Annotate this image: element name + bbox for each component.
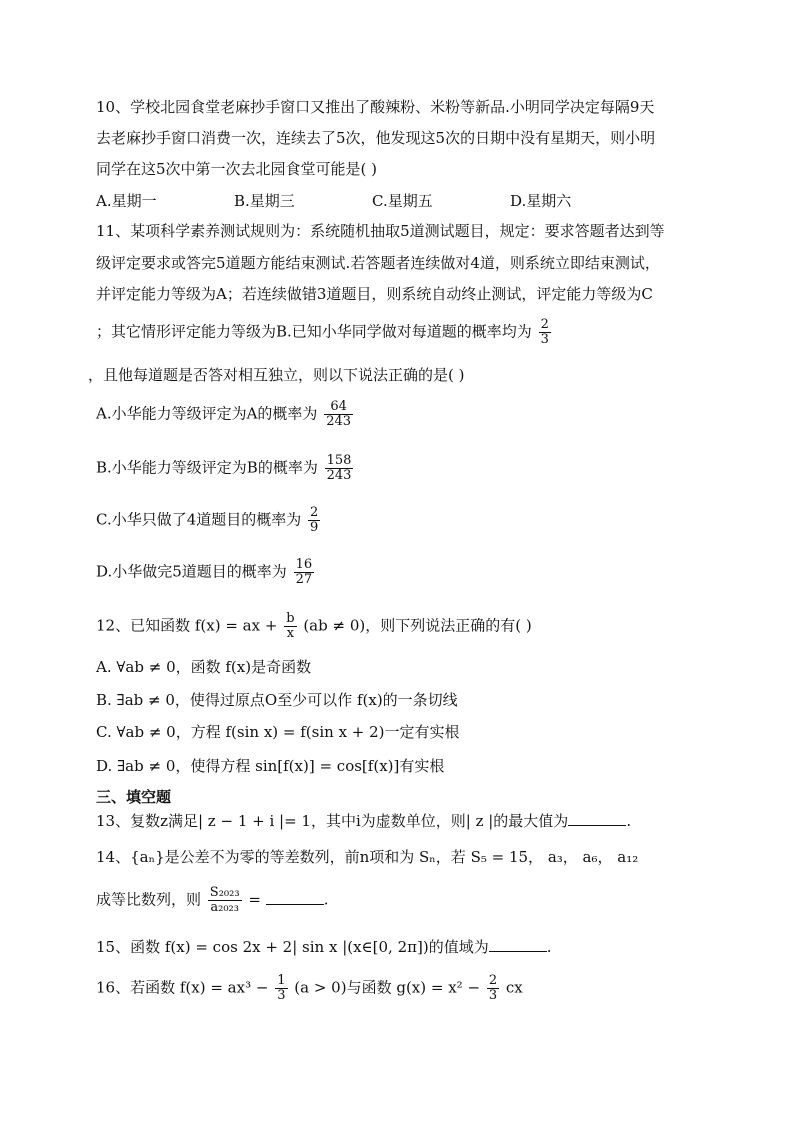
fraction-numerator: S₂₀₂₃ — [209, 885, 240, 900]
section-heading: 三、填空题 — [96, 788, 172, 806]
q16-line — [96, 974, 523, 1003]
fraction-numerator: 64 — [330, 399, 347, 414]
option-fraction — [294, 558, 315, 587]
fraction-denominator: 3 — [488, 988, 498, 1003]
q16-post: cx — [505, 978, 523, 997]
q12-option-c: C. ∀ab ≠ 0，方程 f(sin x) = f(sin x + 2)一定有实根 — [96, 723, 460, 741]
option-fraction — [324, 400, 353, 429]
q13-line — [96, 810, 631, 832]
q14-pre: 成等比数列，则 — [96, 890, 202, 909]
fraction-denominator: x — [284, 626, 296, 641]
option-text: D.小华做完5道题目的概率为 — [96, 562, 287, 581]
q16-mid: (a > 0)与函数 g(x) = x² − — [294, 978, 481, 997]
q14-line1: 14、{aₙ}是公差不为零的等差数列，前n项和为 Sₙ，若 S₅ = 15， a₃， a₆， a₁₂ — [96, 848, 639, 866]
q16-fraction-2 — [487, 974, 499, 1003]
q11-prob-fraction — [539, 318, 551, 347]
q11-line5: ，且他每道题是否答对相互独立，则以下说法正确的是( ) — [88, 366, 465, 384]
q11-line3: 并评定能力等级为A；若连续做错3道题目，则系统自动终止测试，评定能力等级为C — [96, 285, 653, 303]
fraction-denominator: 27 — [295, 572, 313, 587]
q15-line — [96, 936, 552, 958]
fraction-numerator: 2 — [488, 973, 498, 988]
fraction-numerator: 1 — [277, 973, 286, 988]
q10-line1: 10、学校北园食堂老麻抄手窗口又推出了酸辣粉、米粉等新品.小明同学决定每隔9天 — [96, 98, 655, 116]
q12-option-d: D. ∃ab ≠ 0，使得方程 sin[f(x)] = cos[f(x)]有实根 — [96, 757, 445, 775]
q11-line4 — [96, 318, 553, 347]
q11-option-c — [96, 506, 322, 535]
answer-blank[interactable] — [489, 937, 547, 952]
q12-option-b: B. ∃ab ≠ 0，使得过原点O至少可以作 f(x)的一条切线 — [96, 691, 458, 709]
fraction-numerator: 2 — [540, 317, 549, 332]
q13-end: . — [626, 812, 632, 830]
option-text: B.小华能力等级评定为B的概率为 — [96, 458, 318, 477]
option-text: A.小华能力等级评定为A的概率为 — [96, 404, 318, 423]
q10-option-a: A.星期一 — [96, 192, 157, 210]
fraction-denominator: 243 — [326, 414, 352, 429]
fraction-denominator: 9 — [310, 520, 319, 535]
q12-option-a: A. ∀ab ≠ 0，函数 f(x)是奇函数 — [96, 658, 312, 676]
q16-fraction-1 — [275, 974, 287, 1003]
q14-line2 — [96, 886, 328, 915]
q16-pre: 16、若函数 f(x) = ax³ − — [96, 978, 269, 997]
q11-line1: 11、某项科学素养测试规则为：系统随机抽取5道测试题目，规定：要求答题者达到等 — [96, 222, 665, 240]
q12-stem-b: (ab ≠ 0)，则下列说法正确的有( ) — [303, 616, 532, 635]
q10-line2: 去老麻抄手窗口消费一次，连续去了5次，他发现这5次的日期中没有星期天，则小明 — [96, 129, 656, 147]
q12-stem-a: 12、已知函数 f(x) = ax + — [96, 616, 278, 635]
answer-blank[interactable] — [568, 811, 626, 826]
q11-option-b — [96, 454, 355, 483]
q14-end: . — [323, 890, 329, 909]
option-fraction — [325, 454, 354, 483]
answer-blank[interactable] — [266, 890, 324, 905]
q11-line2: 级评定要求或答完5道题方能结束测试.若答题者连续做对4道，则系统立即结束测试， — [96, 254, 660, 272]
fraction-denominator: a₂₀₂₃ — [208, 900, 242, 915]
option-fraction — [308, 506, 320, 535]
fraction-numerator: b — [286, 611, 295, 626]
q11-option-a — [96, 400, 355, 429]
fraction-numerator: 158 — [326, 453, 352, 468]
fraction-numerator: 2 — [310, 505, 319, 520]
q12-stem — [96, 612, 532, 641]
q14-fraction — [208, 886, 242, 915]
q12-stem-fraction — [284, 612, 296, 641]
fraction-denominator: 3 — [540, 332, 549, 347]
q10-option-b: B.星期三 — [234, 192, 295, 210]
q10-option-d: D.星期六 — [510, 192, 572, 210]
fraction-numerator: 16 — [295, 557, 313, 572]
q10-option-c: C.星期五 — [372, 192, 433, 210]
fraction-denominator: 243 — [326, 468, 352, 483]
q14-eq: = — [248, 890, 261, 909]
q10-line3: 同学在这5次中第一次去北园食堂可能是( ) — [96, 160, 378, 178]
q15-text: 15、函数 f(x) = cos 2x + 2| sin x |(x∈[0, 2π])的值域为 — [96, 938, 489, 956]
q13-text: 13、复数z满足| z − 1 + i |= 1，其中i为虚数单位，则| z |的最大值为 — [96, 812, 569, 830]
q11-option-d — [96, 558, 316, 587]
q15-end: . — [546, 938, 552, 956]
fraction-denominator: 3 — [277, 988, 286, 1003]
option-text: C.小华只做了4道题目的概率为 — [96, 510, 302, 529]
q11-line4-text: ；其它情形评定能力等级为B.已知小华同学做对每道题的概率均为 — [96, 322, 532, 341]
